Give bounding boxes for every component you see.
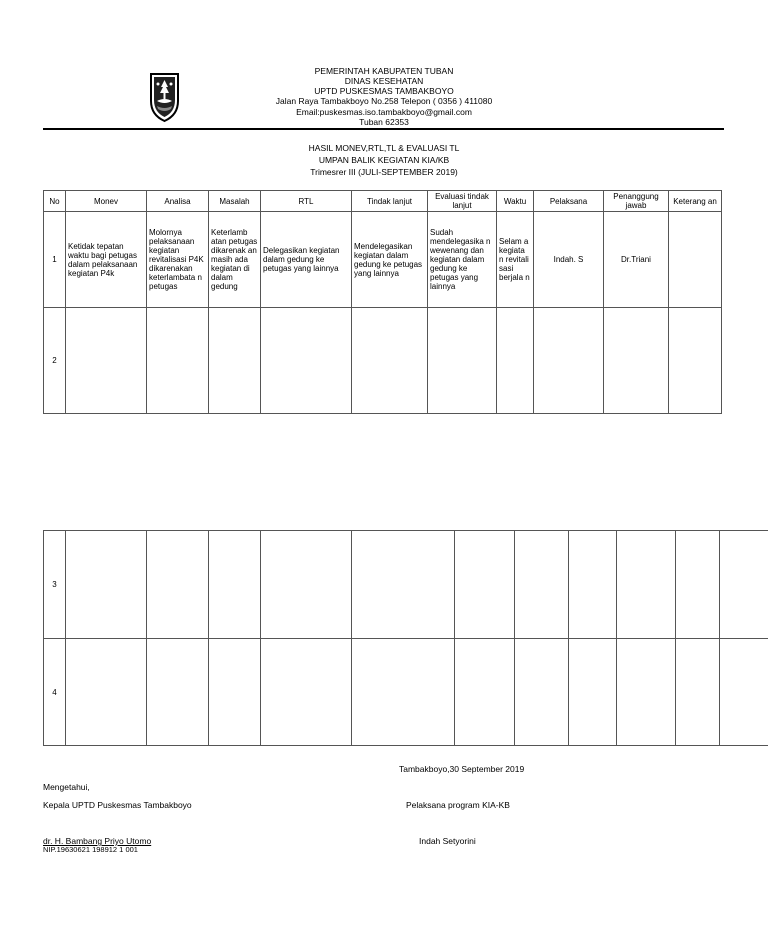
acknowledged-label: Mengetahui, (43, 782, 90, 792)
document-period: Trimesrer III (JULI-SEPTEMBER 2019) (310, 167, 458, 177)
letterhead-government: PEMERINTAH KABUPATEN TUBAN (314, 66, 454, 76)
letterhead-department: DINAS KESEHATAN (344, 76, 424, 86)
header-pelaksana: Pelaksana (534, 191, 604, 212)
letterhead-divider (43, 128, 724, 130)
table-header-row (44, 191, 722, 212)
row-waktu: Selam a kegiata n revitali sasi berjala n (497, 212, 534, 308)
letterhead-unit: UPTD PUSKESMAS TAMBAKBOYO (314, 86, 454, 96)
row-no: 2 (44, 308, 66, 414)
header-rtl: RTL (261, 191, 352, 212)
document-subtitle: UMPAN BALIK KEGIATAN KIA/KB (318, 155, 450, 165)
row-masalah: Keterlamb atan petugas dikarenak an masih ada kegiatan di dalam gedung (209, 212, 261, 308)
row-evaluasi: Sudah mendelegasika n wewenang dan kegiatan dalam gedung ke petugas yang lainnya (428, 212, 497, 308)
header-waktu: Waktu (497, 191, 534, 212)
row-no: 3 (44, 531, 66, 639)
row-analisa: Molornya pelaksanaan kegiatan revitalisasi P4K dikarenakan keterlambata n petugas (147, 212, 209, 308)
letterhead-address: Jalan Raya Tambakboyo No.258 Telepon ( 0356 ) 411080 (275, 96, 493, 106)
row-no: 4 (44, 639, 66, 746)
head-nip: NIP.19630621 198912 1 001 (43, 845, 138, 854)
monev-table (43, 190, 722, 414)
header-penanggung-jawab: Penanggung jawab (604, 191, 669, 212)
header-monev: Monev (66, 191, 147, 212)
header-keterangan: Keterang an (669, 191, 722, 212)
letterhead-city: Tuban 62353 (359, 117, 409, 127)
row-no: 1 (44, 212, 66, 308)
row-monev: Ketidak tepatan waktu bagi petugas dalam pelaksanaan kegiatan P4k (66, 212, 147, 308)
table-row (44, 308, 722, 414)
header-analisa: Analisa (147, 191, 209, 212)
letterhead-email: Email:puskesmas.iso.tambakboyo@gmail.com (296, 107, 472, 117)
place-date: Tambakboyo,30 September 2019 (399, 764, 525, 774)
monev-table-continued (43, 530, 768, 746)
table-row (44, 531, 768, 639)
header-masalah: Masalah (209, 191, 261, 212)
head-name: dr. H. Bambang Priyo Utomo (43, 836, 152, 846)
row-penanggung-jawab: Dr.Triani (604, 212, 669, 308)
row-keterangan (669, 212, 722, 308)
program-officer-name: Indah Setyorini (419, 836, 476, 846)
document-title: HASIL MONEV,RTL,TL & EVALUASI TL (308, 143, 460, 153)
row-pelaksana: Indah. S (534, 212, 604, 308)
program-officer-role: Pelaksana program KIA-KB (406, 800, 510, 810)
table-row (44, 639, 768, 746)
row-tindak-lanjut: Mendelegasikan kegiatan dalam gedung ke petugas yang lainnya (352, 212, 428, 308)
header-tindak-lanjut: Tindak lanjut (352, 191, 428, 212)
row-rtl: Delegasikan kegiatan dalam gedung ke petugas yang lainnya (261, 212, 352, 308)
header-evaluasi: Evaluasi tindak lanjut (428, 191, 497, 212)
head-role: Kepala UPTD Puskesmas Tambakboyo (43, 800, 192, 810)
table-row (44, 212, 722, 308)
header-no: No (44, 191, 66, 212)
